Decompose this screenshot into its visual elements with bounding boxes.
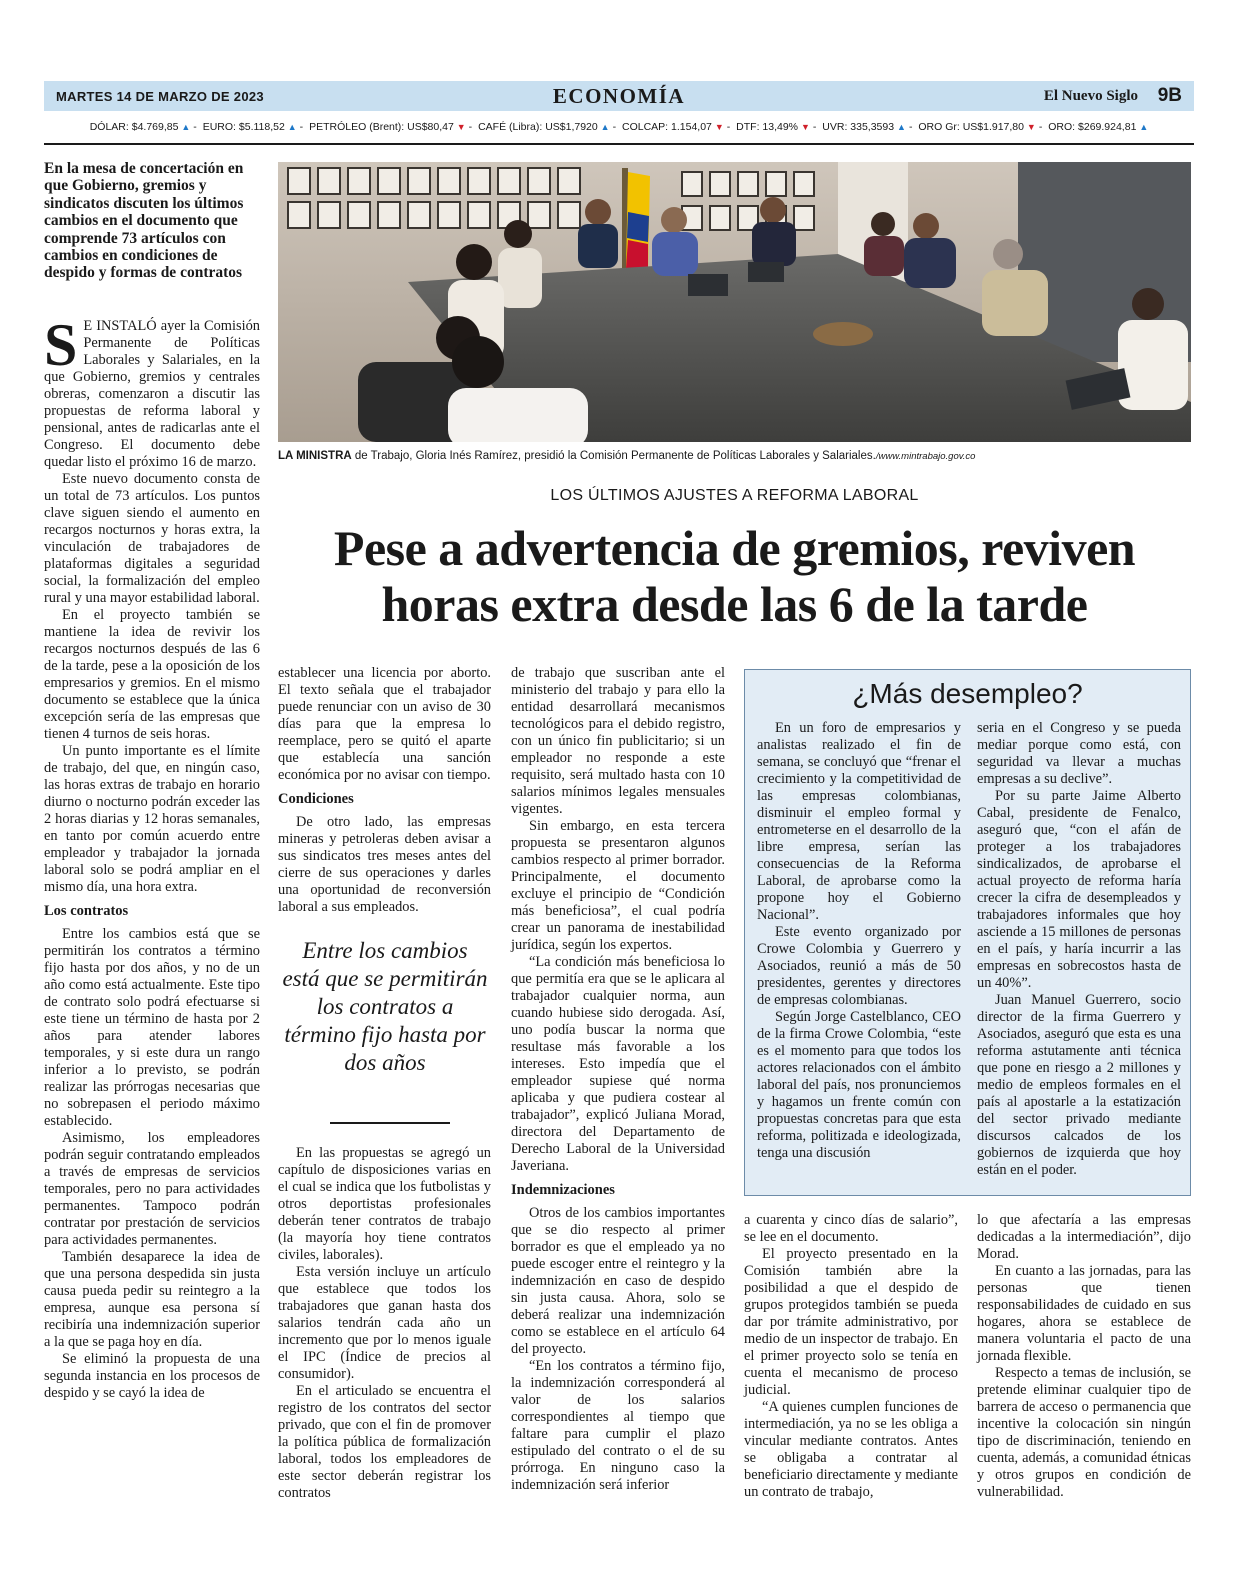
subheading-indemnizaciones: Indemnizaciones bbox=[511, 1182, 615, 1198]
down-arrow-icon: ▼ bbox=[714, 122, 724, 132]
down-arrow-icon: ▼ bbox=[1026, 122, 1036, 132]
ticker-item: EURO: $5.118,52 ▲ bbox=[202, 121, 297, 133]
paragraph: Esta versión incluye un artículo que establece que todos los trabajadores que ganan hasta dos salarios tendrán cada año un incremento que por lo menos iguale el IPC (Índice de precios al consumidor). bbox=[278, 1264, 491, 1382]
article-headline bbox=[278, 520, 1191, 632]
down-arrow-icon: ▼ bbox=[800, 122, 810, 132]
paragraph: lo que afectaría a las empresas dedicadas a la intermediación”, dijo Morad. bbox=[977, 1212, 1191, 1262]
down-arrow-icon: ▼ bbox=[456, 122, 466, 132]
up-arrow-icon: ▲ bbox=[600, 122, 610, 132]
ticker-item: UVR: 335,3593 ▲ bbox=[822, 121, 906, 133]
sidebar-box bbox=[744, 669, 1191, 1196]
paragraph: Otros de los cambios importantes que se dio respecto al primer borrador es que el empleado ya no puede escoger entre el reintegro y la indemnización en caso de despido sin justa causa. Ahora, solo se deberá realizar una indemnización como se establece en el artículo 64 del proyecto. bbox=[511, 1205, 725, 1357]
header-band bbox=[44, 81, 1194, 111]
paragraph: Según Jorge Castelblanco, CEO de la firma Crowe Colombia, “este es el momento para que todos los actores relacionados con el ámbito laboral del país, nos pronunciemos y hagamos un frente común con propuestas concretas para que esta reforma, politizada e ideologizada, tenga una discusión bbox=[757, 1009, 961, 1161]
column-1 bbox=[44, 312, 260, 1402]
photo-credit: /www.mintrabajo.gov.co bbox=[875, 451, 976, 462]
paragraph: También desaparece la idea de que una persona despedida sin justa causa pueda pedir su reintegro a la empresa, aunque esa persona sí recibiría una indemnización superior a la que se paga hoy en día. bbox=[44, 1249, 260, 1350]
ticker-item: ORO: $269.924,81 ▲ bbox=[1048, 121, 1149, 133]
paragraph: En el proyecto también se mantiene la idea de revivir los recargos nocturnos después de las 6 de la tarde, pese a la oposición de los empresarios y gremios. En el mismo documento se establece que la única excepción sería de las empresas que tienen 4 turnos de seis horas. bbox=[44, 607, 260, 742]
article-kicker: LOS ÚLTIMOS AJUSTES A REFORMA LABORAL bbox=[550, 487, 919, 504]
column-5 bbox=[977, 1212, 1191, 1501]
paragraph: De otro lado, las empresas mineras y petroleras deben avisar a sus sindicatos tres meses antes del cierre de sus operaciones y darles una oportunidad de reconversión laboral a sus empleados. bbox=[278, 814, 491, 915]
market-ticker: DÓLAR: $4.769,85 ▲ - EURO: $5.118,52 ▲ - PETRÓLEO (Brent): US$80,47 ▼ - CAFÉ (Libra): US$1,7920 ▲ - COLCAP: 1.154,07 ▼ - DTF: 13,49% ▼ - UVR: 335,3593 ▲ - ORO Gr: US$1.917,80 ▼ - ORO: $269.924,81 ▲ bbox=[89, 121, 1149, 133]
paragraph: Se eliminó la propuesta de una segunda instancia en los procesos de despido y se cayó la idea de bbox=[44, 1351, 260, 1401]
paragraph: “En los contratos a término fijo, la indemnización corresponderá al valor de los salarios correspondientes al tiempo que faltare para cumplir el plazo estipulado del contrato o el de su prórroga. En ninguno caso la indemnización será inferior bbox=[511, 1358, 725, 1493]
meeting-photo-image bbox=[278, 162, 1191, 442]
newspaper-masthead: El Nuevo Siglo bbox=[1043, 88, 1138, 104]
paragraph: El proyecto presentado en la Comisión también abre la posibilidad a que el despido de grupos protegidos también se pueda dar por trámite administrativo, por medio de un inspector de trabajo. En el primer proyecto solo se tenía en cuenta el mecanismo de proceso judicial. bbox=[744, 1246, 958, 1398]
pull-quote: Entre los cambios está que se permitirán los contratos a término fijo hasta por dos años bbox=[282, 938, 488, 1075]
up-arrow-icon: ▲ bbox=[287, 122, 297, 132]
paragraph: Juan Manuel Guerrero, socio director de la firma Guerrero y Asociados, aseguró que esta es una reforma astutamente anti técnica que pone en riesgo a 2 millones y medio de empleos formales en el país al apostarle a la estatización del sector privado mediante discursos calcados de los gobiernos de izquierda que hoy están en el poder. bbox=[977, 992, 1181, 1178]
paragraph: Entre los cambios está que se permitirán los contratos a término fijo hasta por dos años, y no de un año como está actualmente. Este tipo de contrato solo podrá efectuarse si este tiene un término de hasta por 2 años para atender labores temporales, y si este dura un rango inferior a lo previsto, se podrán realizar las prórrogas necesarias que no sobrepasen el periodo máximo establecido. bbox=[44, 926, 260, 1129]
ticker-item: DTF: 13,49% ▼ bbox=[736, 121, 810, 133]
header-rule bbox=[44, 143, 1194, 145]
paragraph: Este evento organizado por Crowe Colombia y Guerrero y Asociados, reunió a más de 50 presidentes, gerentes y directores de empresas colombianas. bbox=[757, 924, 961, 1008]
paragraph: En el articulado se encuentra el registro de los contratos del sector privado, que con el fin de promover la política pública de formalización laboral, todos los empleadores de este sector deberán registrar los contratos bbox=[278, 1383, 491, 1501]
headline-line-2: horas extra desde las 6 de la tarde bbox=[381, 576, 1088, 632]
issue-date: MARTES 14 DE MARZO DE 2023 bbox=[56, 89, 264, 104]
subheading-contratos: Los contratos bbox=[44, 903, 129, 919]
column-3 bbox=[511, 665, 725, 1494]
paragraph: Respecto a temas de inclusión, se pretende eliminar cualquier tipo de barrera de acceso o permanencia que incentive la colocación sin ningún tipo de discriminación, teniendo en cuenta, además, a comunidad étnicas y otros grupos en condición de vulnerabilidad. bbox=[977, 1365, 1191, 1500]
ticker-item: CAFÉ (Libra): US$1,7920 ▲ bbox=[478, 121, 610, 133]
up-arrow-icon: ▲ bbox=[897, 122, 906, 132]
section-title: ECONOMÍA bbox=[552, 84, 686, 108]
paragraph: Asimismo, los empleadores podrán seguir contratando empleados a través de empresas de servicios temporales, pero no para actividades permanentes. Tampoco podrán contratar por prestación de servicios para actividades permanentes. bbox=[44, 1130, 260, 1248]
sidebar-column-left bbox=[757, 720, 961, 1162]
drop-cap: S bbox=[44, 312, 78, 378]
column-2 bbox=[278, 665, 491, 916]
subheading-condiciones: Condiciones bbox=[278, 791, 354, 807]
caption-lead: LA MINISTRA bbox=[278, 450, 352, 462]
paragraph: seria en el Congreso y se pueda mediar porque como está, con seguridad va llevar a muchas empresas a su declive”. bbox=[977, 720, 1181, 787]
paragraph: a cuarenta y cinco días de salario”, se lee en el documento. bbox=[744, 1212, 958, 1245]
photo-caption bbox=[278, 449, 1191, 464]
paragraph: de trabajo que suscriban ante el ministerio del trabajo y para ello la entidad desarrollará mecanismos tecnológicos para el debido registro, con un único fin publicitario; si un empleador no responde a este requisito, será multado hasta con 10 salarios mínimos legales mensuales vigentes. bbox=[511, 665, 725, 817]
paragraph: S E INSTALÓ ayer la Comisión Permanente de Políticas Laborales y Salariales, en la que Gobierno, gremios y centrales obreras, comenzaron a discutir las propuestas de reforma laboral y pensional, antes de radicarlas ante el Congreso. El documento debe quedar listo el próximo 16 de marzo. bbox=[44, 312, 260, 470]
paragraph: En cuanto a las jornadas, para las personas que tienen responsabilidades de cuidado en sus hogares, ahora se establece de manera voluntaria el pacto de una jornada flexible. bbox=[977, 1263, 1191, 1364]
pull-quote-rule bbox=[330, 1122, 450, 1124]
paragraph: En un foro de empresarios y analistas realizado el fin de semana, se concluyó que “frenar el crecimiento y la competitividad de las empresas colombianas, disminuir el empleo formal y entrometerse en el desarrollo de la libre empresa, serían las consecuencias de la Reforma Laboral, de aprobarse como la propone hoy el Gobierno Nacional”. bbox=[757, 720, 961, 923]
ticker-item: COLCAP: 1.154,07 ▼ bbox=[622, 121, 724, 133]
article-lede: En la mesa de concertación en que Gobierno, gremios y sindicatos discuten los últimos cambios en el documento que comprende 73 artículos con cambios en condiciones de despido y formas de contratos bbox=[44, 160, 244, 282]
page-number: 9B bbox=[1157, 85, 1182, 106]
column-2-lower bbox=[278, 1145, 491, 1502]
paragraph: Un punto importante es el límite de trabajo, del que, en ningún caso, las horas extras de trabajo en horario diurno o nocturno podrán exceder las 2 horas diarias y 12 horas semanales, en tanto por común acuerdo entre empleador y trabajador la jornada laboral solo se podrá ampliar en el mismo día, una hora extra. bbox=[44, 743, 260, 895]
ticker-item: PETRÓLEO (Brent): US$80,47 ▼ bbox=[309, 121, 466, 133]
paragraph: Este nuevo documento consta de un total de 73 artículos. Los puntos clave siguen siendo el aumento en recargos nocturnos y horas extra, la vinculación de trabajadores de plataformas digitales a seguridad social, la formalización del empleo rural y una mayor estabilidad laboral. bbox=[44, 471, 260, 606]
paragraph: “A quienes cumplen funciones de intermediación, ya no se les obliga a vincular mediante contratos. Antes se obligaba a contratar al beneficiario directamente y mediante un contrato de trabajo, bbox=[744, 1399, 958, 1500]
ticker-item: ORO Gr: US$1.917,80 ▼ bbox=[918, 121, 1036, 133]
sidebar-column-right bbox=[977, 720, 1181, 1179]
paragraph: Por su parte Jaime Alberto Cabal, presidente de Fenalco, aseguró que, “con el afán de proteger a los trabajadores sindicalizados, de aprobarse el actual proyecto de reforma haría crecer la cifra de desempleados y trabajadores informales que hoy asciende a 15 millones de personas en el país, y haría incurrir a las empresas en sobrecostos hasta de un 40%”. bbox=[977, 788, 1181, 991]
paragraph: establecer una licencia por aborto. El texto señala que el trabajador puede renunciar con un aviso de 30 días para que la empresa lo reemplace, pero se quitó el aparte que establecía una sanción económica por no avisar con tiempo. bbox=[278, 665, 491, 783]
sidebar-title: ¿Más desempleo? bbox=[852, 678, 1083, 709]
paragraph: Sin embargo, en esta tercera propuesta se presentaron algunos cambios respecto al primer borrador. Principalmente, el documento excluye el principio de “Condición más beneficiosa”, el cual podría crear un panorama de inestabilidad jurídica, según los expertos. bbox=[511, 818, 725, 953]
ticker-item: DÓLAR: $4.769,85 ▲ bbox=[89, 121, 191, 133]
column-4 bbox=[744, 1212, 958, 1501]
up-arrow-icon: ▲ bbox=[181, 122, 191, 132]
paragraph: En las propuestas se agregó un capítulo de disposiciones varias en el cual se indica que los futbolistas y otros deportistas profesionales deberán tener contratos de trabajo (la mayoría hoy tiene contratos civiles, laborales). bbox=[278, 1145, 491, 1263]
article-photo bbox=[278, 162, 1191, 442]
up-arrow-icon: ▲ bbox=[1139, 122, 1149, 132]
paragraph: “La condición más beneficiosa lo que permitía era que se le aplicara al trabajador cualquier norma, aun cuando hubiese sido derogada. Así, uno podía buscar la norma que resultase más favorable a los intereses. Esto impedía que el empleador supiese qué norma aplicaba y que pudiera costear al trabajador”, explicó Juliana Morad, directora del Departamento de Derecho Laboral de la Universidad Javeriana. bbox=[511, 954, 725, 1174]
headline-line-1: Pese a advertencia de gremios, reviven bbox=[333, 520, 1136, 576]
caption-text: de Trabajo, Gloria Inés Ramírez, presidió la Comisión Permanente de Políticas Laborales y Salariales. bbox=[351, 450, 876, 462]
